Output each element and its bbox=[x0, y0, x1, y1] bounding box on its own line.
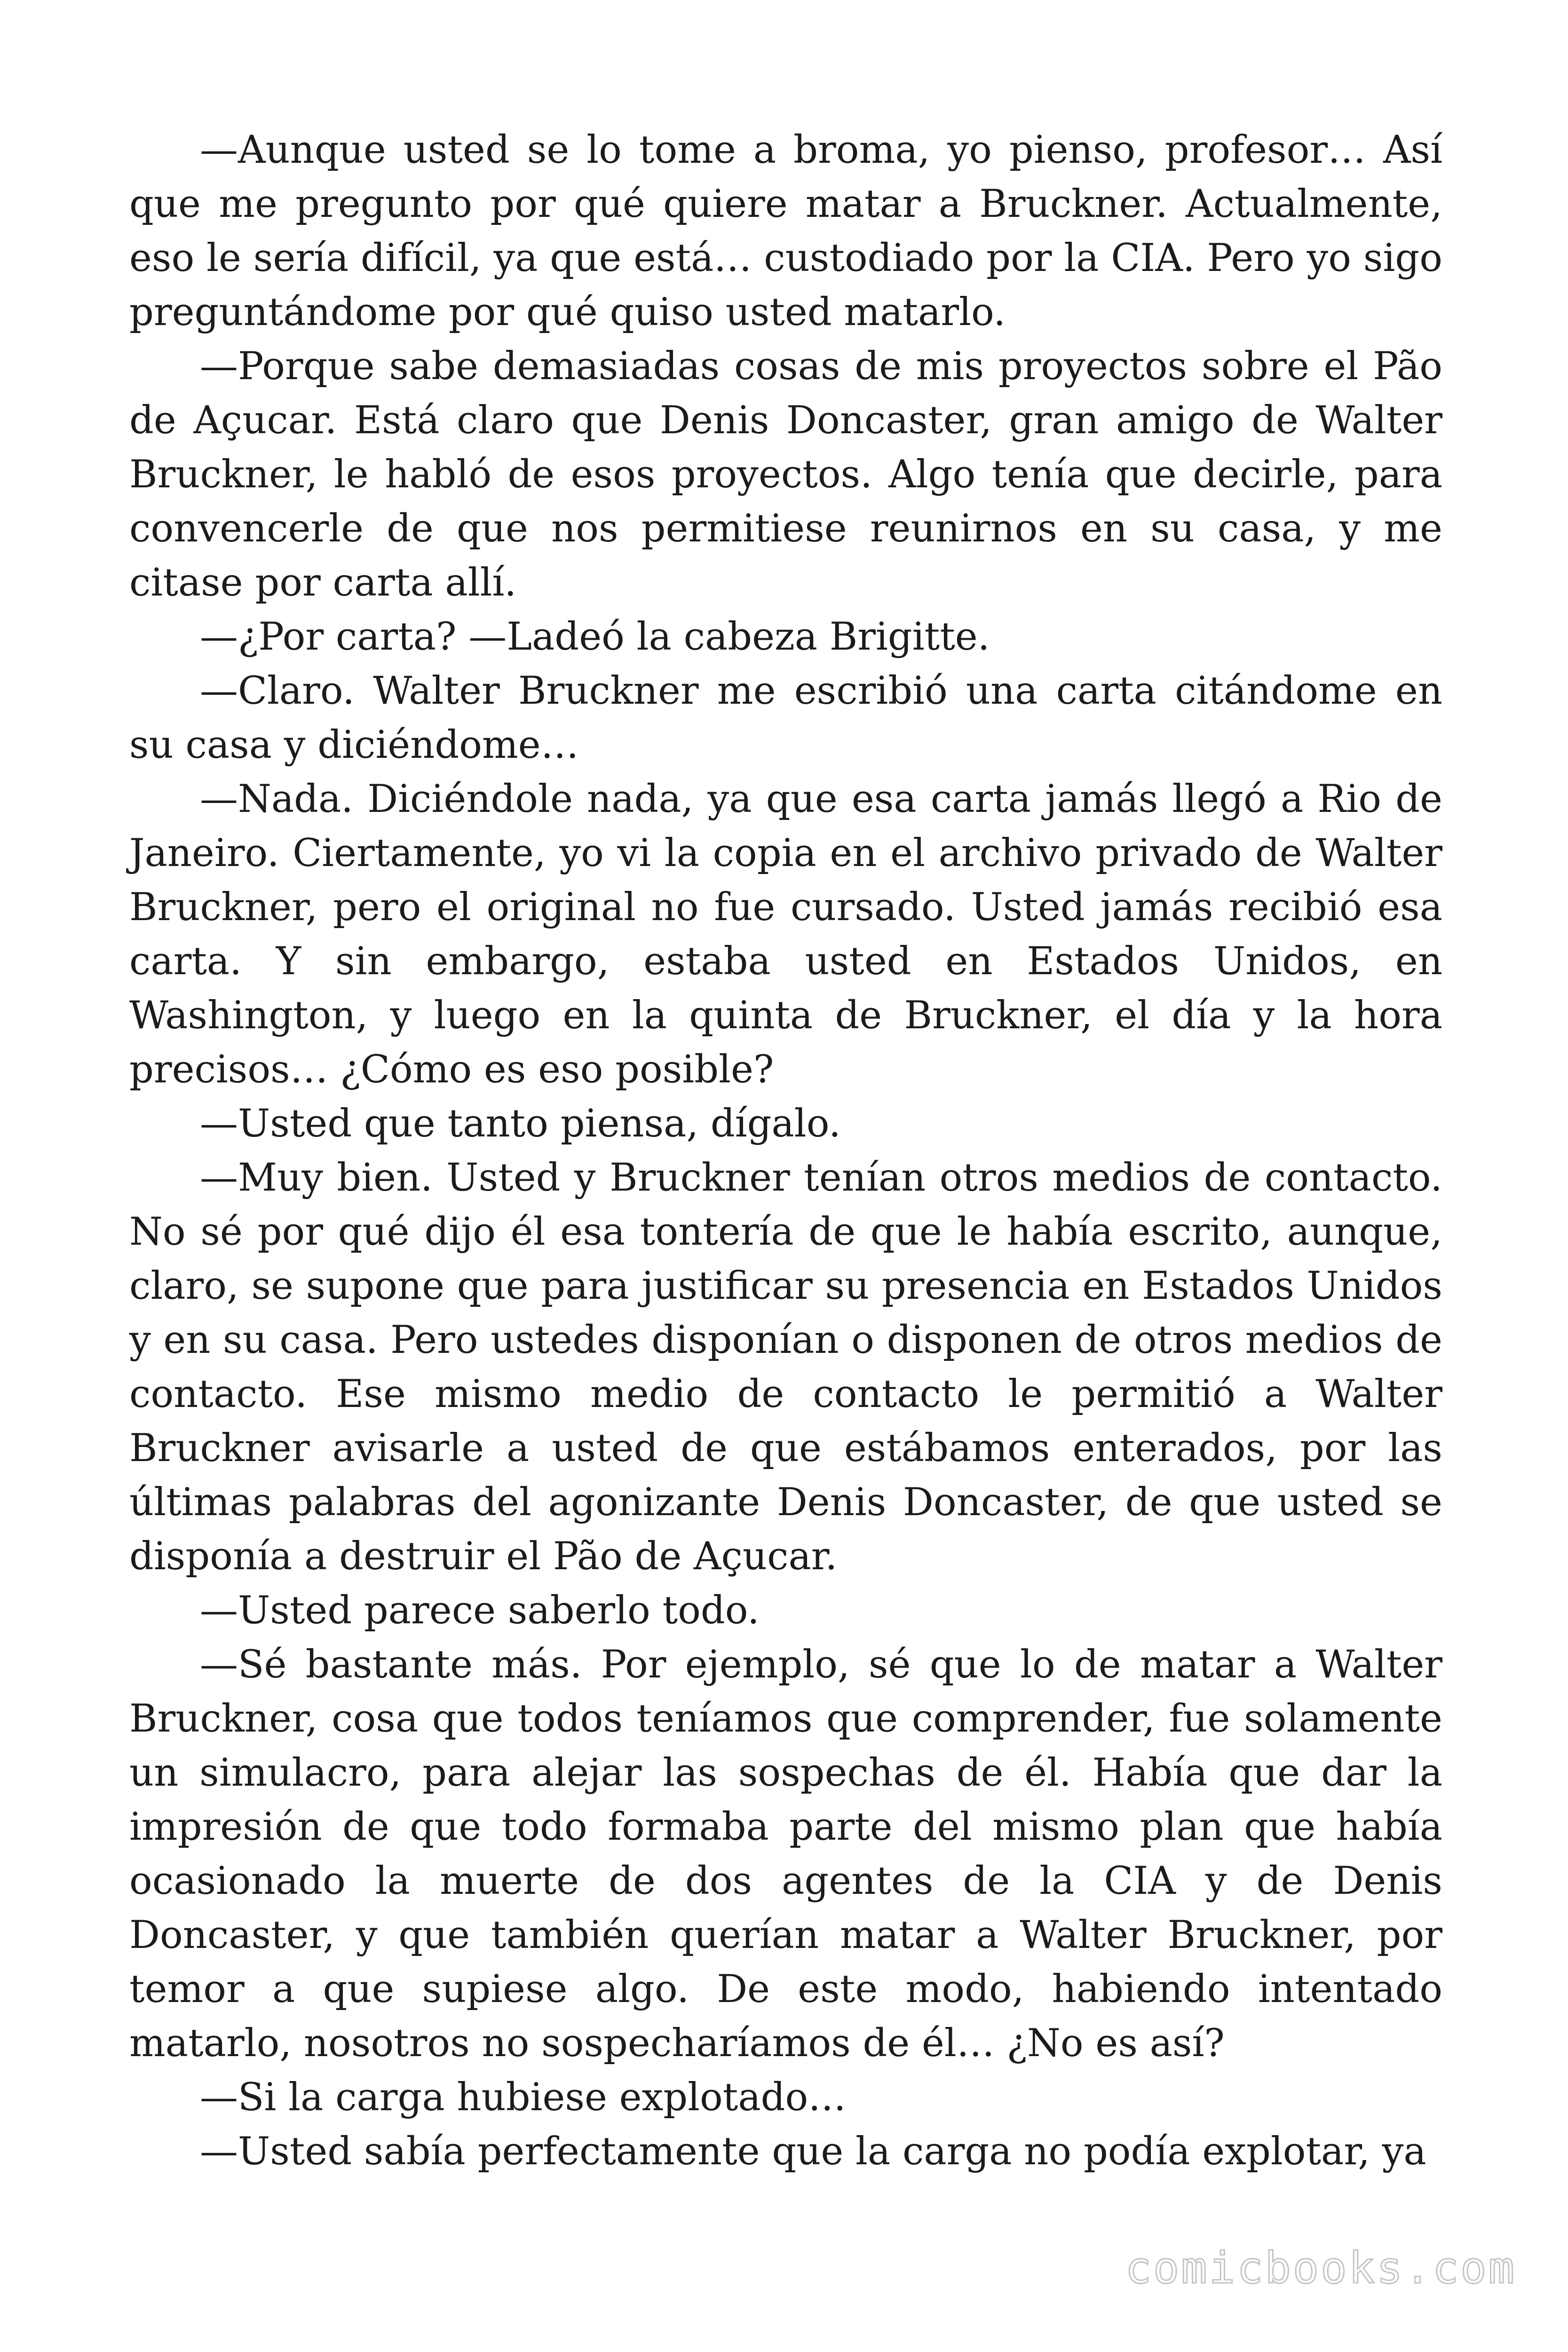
paragraph: —Usted sabía perfectamente que la carga no podía explotar, ya bbox=[200, 2130, 1426, 2174]
paragraph: —Muy bien. Usted y Bruckner tenían otros medios de contacto. No sé por qué dijo él esa tontería de que le había escrito, aunque, claro, se supone que para justificar su presencia en Estados Unidos y en su casa. Pero ustedes disponían o disponen de otros medios de contacto. Ese mismo medio de contacto le permitió a Walter Bruckner avisarle a usted de que estábamos enterados, por las últimas palabras del agonizante Denis Doncaster, de que usted se disponía a destruir el Pão de Açucar. bbox=[129, 1156, 1442, 1579]
paragraph: —¿Por carta? —Ladeó la cabeza Brigitte. bbox=[200, 615, 990, 659]
paragraph: —Si la carga hubiese explotado… bbox=[200, 2075, 847, 2120]
paragraph: —Usted que tanto piensa, dígalo. bbox=[200, 1102, 841, 1146]
body-text bbox=[129, 123, 1442, 2179]
paragraph: —Porque sabe demasiadas cosas de mis proyectos sobre el Pão de Açucar. Está claro que Denis Doncaster, gran amigo de Walter Bruckner, le habló de esos proyectos. Algo tenía que decirle, para convencerle de que nos permitiese reunirnos en su casa, y me citase por carta allí. bbox=[129, 344, 1442, 605]
paragraph: —Nada. Diciéndole nada, ya que esa carta jamás llegó a Rio de Janeiro. Ciertamente, yo vi la copia en el archivo privado de Walter Bruckner, pero el original no fue cursado. Usted jamás recibió esa carta. Y sin embargo, estaba usted en Estados Unidos, en Washington, y luego en la quinta de Bruckner, el día y la hora precisos… ¿Cómo es eso posible? bbox=[129, 777, 1442, 1092]
watermark: comicbooks.com bbox=[1125, 2243, 1516, 2293]
paragraph: —Aunque usted se lo tome a broma, yo pienso, profesor… Así que me pregunto por qué quiere matar a Bruckner. Actualmente, eso le sería difícil, ya que está… custodiado por la CIA. Pero yo sigo preguntándome por qué quiso usted matarlo. bbox=[129, 128, 1442, 334]
paragraph: —Sé bastante más. Por ejemplo, sé que lo de matar a Walter Bruckner, cosa que todos teníamos que comprender, fue solamente un simulacro, para alejar las sospechas de él. Había que dar la impresión de que todo formaba parte del mismo plan que había ocasionado la muerte de dos agentes de la CIA y de Denis Doncaster, y que también querían matar a Walter Bruckner, por temor a que supiese algo. De este modo, habiendo intentado matarlo, nosotros no sospecharíamos de él… ¿No es así? bbox=[129, 1643, 1442, 2066]
paragraph: —Claro. Walter Bruckner me escribió una carta citándome en su casa y diciéndome… bbox=[129, 669, 1442, 767]
paragraph: —Usted parece saberlo todo. bbox=[200, 1589, 760, 1633]
